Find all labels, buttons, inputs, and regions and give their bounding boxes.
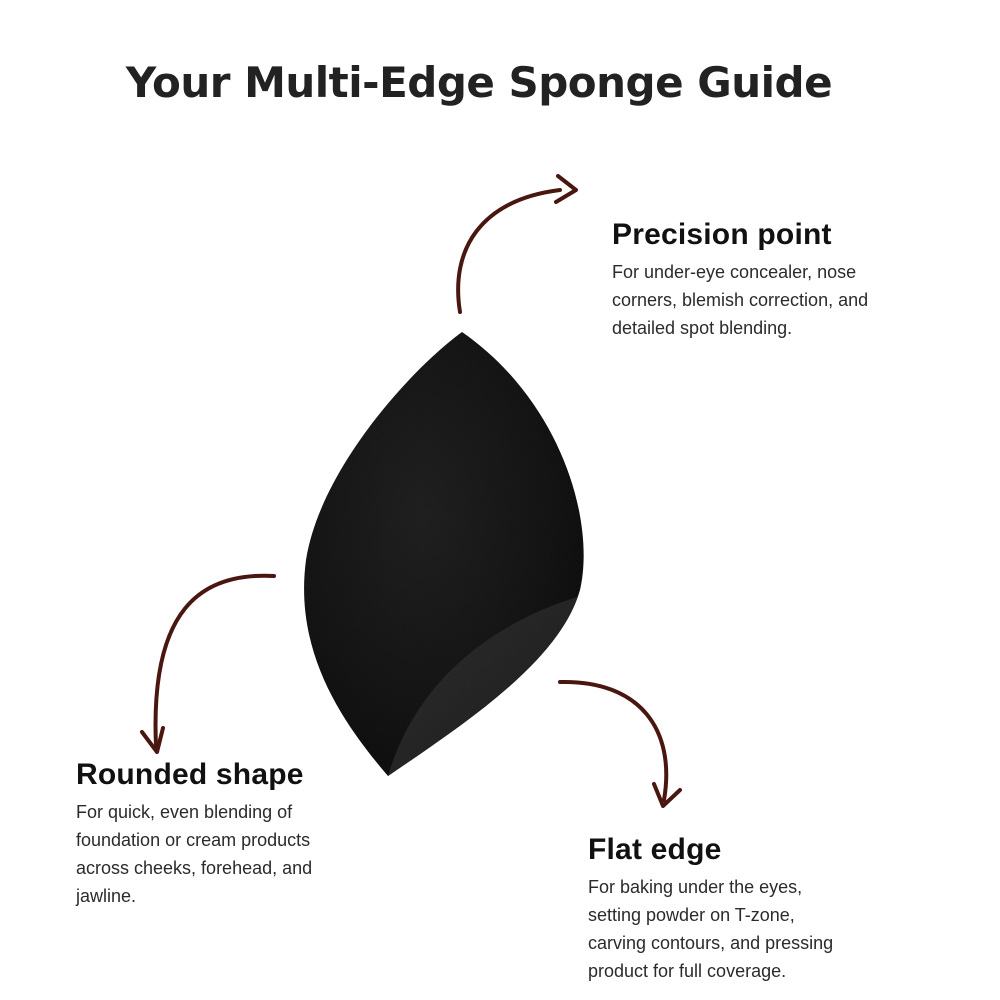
description-line: setting powder on T-zone, xyxy=(588,905,795,925)
description-line: For baking under the eyes, xyxy=(588,877,803,897)
description-line: For under-eye concealer, nose xyxy=(612,262,857,282)
description-line: For quick, even blending of xyxy=(76,802,293,822)
description-line: detailed spot blending. xyxy=(612,318,793,338)
callout-flat-edge xyxy=(588,833,888,985)
callout-description xyxy=(76,798,376,910)
makeup-sponge-icon xyxy=(290,320,600,800)
description-line: carving contours, and pressing xyxy=(588,933,834,953)
callout-heading: Precision point xyxy=(612,218,832,251)
callout-rounded-shape xyxy=(76,758,376,910)
description-line: jawline. xyxy=(76,886,137,906)
callout-precision-point xyxy=(612,218,942,342)
curved-arrow-icon xyxy=(142,576,274,752)
description-line: across cheeks, forehead, and xyxy=(76,858,313,878)
callout-description xyxy=(612,258,942,342)
callout-heading: Flat edge xyxy=(588,833,722,866)
page-title: Your Multi-Edge Sponge Guide xyxy=(125,58,833,107)
description-line: product for full coverage. xyxy=(588,961,787,981)
description-line: corners, blemish correction, and xyxy=(612,290,869,310)
callout-heading: Rounded shape xyxy=(76,758,304,791)
curved-arrow-icon xyxy=(560,682,680,806)
description-line: foundation or cream products xyxy=(76,830,311,850)
curved-arrow-icon xyxy=(458,176,576,312)
callout-description xyxy=(588,873,888,985)
